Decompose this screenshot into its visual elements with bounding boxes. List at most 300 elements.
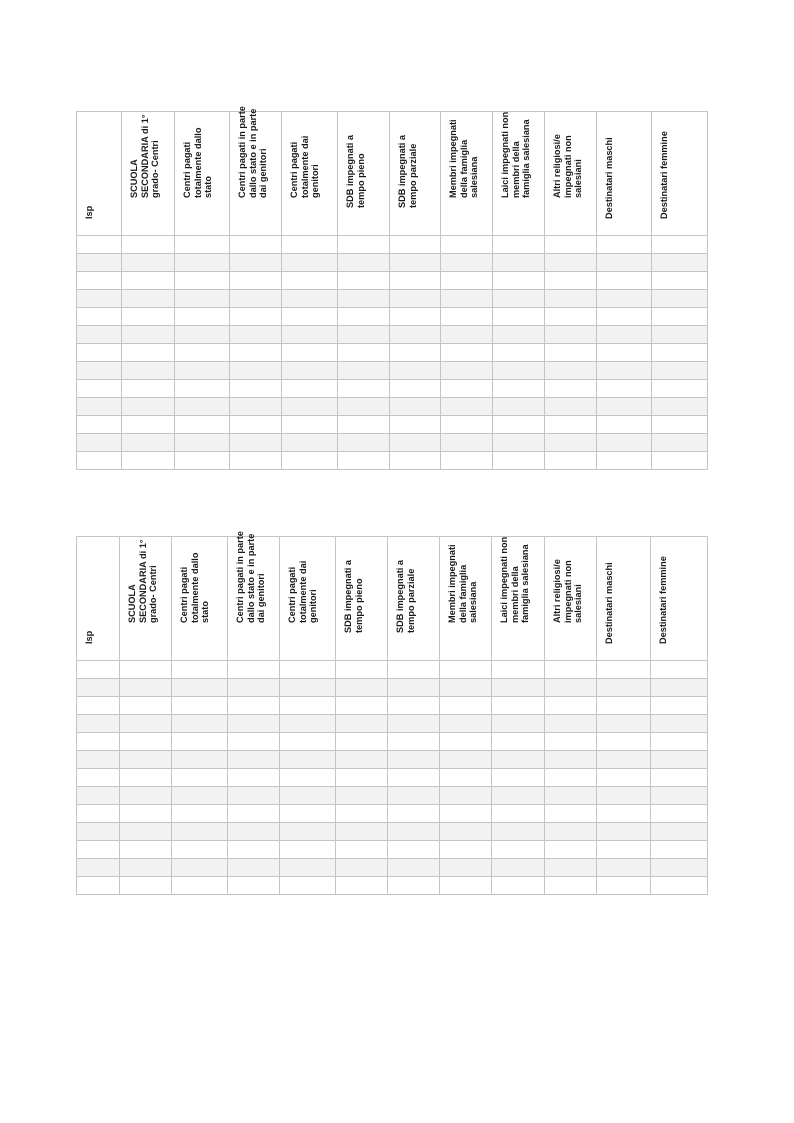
- table-cell: [390, 308, 441, 326]
- table-cell: [545, 380, 597, 398]
- table-cell: [441, 362, 493, 380]
- table-cell: [282, 362, 338, 380]
- table-cell: [228, 751, 280, 769]
- table-cell: [77, 308, 122, 326]
- table-cell: [230, 236, 282, 254]
- header-isp: Isp: [77, 537, 120, 661]
- table-cell: [228, 733, 280, 751]
- table-cell: [120, 841, 172, 859]
- table-cell: [651, 877, 708, 895]
- table-cell: [545, 679, 597, 697]
- table-cell: [336, 697, 388, 715]
- table-cell: [228, 715, 280, 733]
- table-cell: [493, 326, 545, 344]
- table-cell: [440, 733, 492, 751]
- table-cell: [545, 715, 597, 733]
- table-cell: [493, 254, 545, 272]
- table-row: [77, 380, 708, 398]
- table-cell: [545, 877, 597, 895]
- table-cell: [651, 787, 708, 805]
- table-cell: [390, 416, 441, 434]
- table-cell: [545, 254, 597, 272]
- table-cell: [545, 416, 597, 434]
- table-cell: [122, 308, 175, 326]
- table-cell: [492, 841, 545, 859]
- table-cell: [338, 326, 390, 344]
- table-cell: [545, 236, 597, 254]
- table-cell: [282, 326, 338, 344]
- table-cell: [597, 398, 652, 416]
- header-membri-famiglia: Membri impegnati della famiglia salesiana: [440, 537, 492, 661]
- table-cell: [492, 859, 545, 877]
- table-cell: [175, 326, 230, 344]
- table-cell: [282, 236, 338, 254]
- table-cell: [597, 434, 652, 452]
- header-laici: Laici impegnati non membri della famiglia salesiana: [492, 537, 545, 661]
- table-row: [77, 398, 708, 416]
- table-row: [77, 697, 708, 715]
- table-cell: [651, 697, 708, 715]
- table-cell: [441, 416, 493, 434]
- table-cell: [652, 380, 708, 398]
- table-cell: [338, 254, 390, 272]
- table-cell: [282, 398, 338, 416]
- table-cell: [390, 344, 441, 362]
- table-cell: [280, 787, 336, 805]
- table-row: [77, 841, 708, 859]
- table-cell: [440, 751, 492, 769]
- header-destinatari-maschi: Destinatari maschi: [597, 537, 651, 661]
- table-cell: [597, 380, 652, 398]
- table-cell: [388, 823, 440, 841]
- table-cell: [597, 733, 651, 751]
- table-cell: [336, 877, 388, 895]
- table-cell: [230, 254, 282, 272]
- table-cell: [338, 308, 390, 326]
- table-cell: [390, 236, 441, 254]
- table-cell: [77, 362, 122, 380]
- table-cell: [493, 344, 545, 362]
- table-cell: [441, 236, 493, 254]
- table-cell: [228, 769, 280, 787]
- table-cell: [77, 769, 120, 787]
- table-cell: [441, 398, 493, 416]
- table-cell: [652, 308, 708, 326]
- statistics-table-2: [76, 530, 708, 895]
- table-cell: [545, 272, 597, 290]
- header-scuola-secondaria: SCUOLA SECONDARIA di 1° grado- Centri: [122, 112, 175, 236]
- table-cell: [493, 272, 545, 290]
- table-cell: [120, 697, 172, 715]
- table-cell: [282, 254, 338, 272]
- table-cell: [440, 769, 492, 787]
- table-cell: [338, 434, 390, 452]
- table-cell: [651, 679, 708, 697]
- table-cell: [545, 661, 597, 679]
- table-cell: [230, 290, 282, 308]
- table-cell: [390, 452, 441, 470]
- table-row: [77, 877, 708, 895]
- table-cell: [388, 697, 440, 715]
- table-cell: [336, 787, 388, 805]
- table-cell: [338, 290, 390, 308]
- table-cell: [545, 344, 597, 362]
- table-cell: [120, 823, 172, 841]
- header-sdb-parziale: SDB impegnati a tempo parziale: [388, 537, 440, 661]
- table-cell: [172, 661, 228, 679]
- header-scuola-secondaria: SCUOLA SECONDARIA di 1° grado- Centri: [120, 537, 172, 661]
- table-cell: [545, 751, 597, 769]
- table-cell: [230, 308, 282, 326]
- table-cell: [122, 344, 175, 362]
- table-cell: [282, 344, 338, 362]
- table-cell: [651, 859, 708, 877]
- table-cell: [545, 362, 597, 380]
- table-cell: [440, 715, 492, 733]
- table-cell: [230, 452, 282, 470]
- table-cell: [545, 787, 597, 805]
- table-row: [77, 434, 708, 452]
- table-cell: [597, 308, 652, 326]
- table-cell: [338, 398, 390, 416]
- table-cell: [230, 380, 282, 398]
- table-row: [77, 416, 708, 434]
- table-cell: [652, 452, 708, 470]
- table-cell: [175, 434, 230, 452]
- table-row: [77, 290, 708, 308]
- header-centri-misti: Centri pagati in parte dallo stato e in parte dai genitori: [230, 112, 282, 236]
- header-destinatari-femmine: Destinatari femmine: [651, 537, 708, 661]
- table-cell: [597, 362, 652, 380]
- table-cell: [77, 344, 122, 362]
- table-row: [77, 715, 708, 733]
- table-cell: [651, 715, 708, 733]
- table-cell: [280, 877, 336, 895]
- table-cell: [282, 434, 338, 452]
- table-cell: [77, 236, 122, 254]
- table-cell: [120, 769, 172, 787]
- table-row: [77, 362, 708, 380]
- table-cell: [652, 398, 708, 416]
- table-cell: [597, 326, 652, 344]
- table-cell: [597, 841, 651, 859]
- table-cell: [388, 877, 440, 895]
- table-cell: [493, 434, 545, 452]
- header-isp: Isp: [77, 112, 122, 236]
- table-cell: [77, 805, 120, 823]
- table-cell: [77, 272, 122, 290]
- table-cell: [77, 254, 122, 272]
- table-cell: [597, 751, 651, 769]
- table-cell: [122, 452, 175, 470]
- table-cell: [651, 805, 708, 823]
- table-cell: [228, 859, 280, 877]
- table-cell: [77, 877, 120, 895]
- table-cell: [597, 661, 651, 679]
- table-cell: [390, 272, 441, 290]
- table-cell: [493, 380, 545, 398]
- table-cell: [172, 769, 228, 787]
- header-altri-religiosi: Altri religiosi/e impegnati non salesiani: [545, 537, 597, 661]
- table-cell: [597, 344, 652, 362]
- table-cell: [338, 272, 390, 290]
- table-cell: [175, 416, 230, 434]
- table-cell: [338, 236, 390, 254]
- table-cell: [230, 362, 282, 380]
- table-cell: [441, 452, 493, 470]
- table-cell: [545, 434, 597, 452]
- table-cell: [122, 290, 175, 308]
- table-cell: [175, 254, 230, 272]
- table-cell: [441, 308, 493, 326]
- table-cell: [597, 697, 651, 715]
- header-sdb-pieno: SDB impegnati a tempo pieno: [338, 112, 390, 236]
- table-cell: [652, 254, 708, 272]
- table-cell: [77, 787, 120, 805]
- table-cell: [77, 326, 122, 344]
- table-cell: [440, 823, 492, 841]
- table-row: [77, 823, 708, 841]
- table-cell: [441, 380, 493, 398]
- header-centri-stato: Centri pagati totalmente dallo stato: [172, 537, 228, 661]
- table-cell: [441, 434, 493, 452]
- table-cell: [280, 661, 336, 679]
- table-cell: [77, 751, 120, 769]
- table-cell: [77, 398, 122, 416]
- table-cell: [545, 398, 597, 416]
- table-cell: [122, 236, 175, 254]
- table-cell: [280, 805, 336, 823]
- table-cell: [175, 236, 230, 254]
- table-cell: [230, 272, 282, 290]
- table-cell: [175, 290, 230, 308]
- table-cell: [390, 326, 441, 344]
- table-cell: [545, 859, 597, 877]
- header-centri-misti: Centri pagati in parte dallo stato e in parte dai genitori: [228, 537, 280, 661]
- table-cell: [338, 452, 390, 470]
- table-cell: [440, 859, 492, 877]
- statistics-table-1: [76, 105, 708, 470]
- table-row: [77, 679, 708, 697]
- table-cell: [492, 697, 545, 715]
- table-cell: [172, 805, 228, 823]
- table-cell: [492, 769, 545, 787]
- table-cell: [545, 805, 597, 823]
- table-cell: [440, 679, 492, 697]
- table-cell: [122, 272, 175, 290]
- table-cell: [652, 290, 708, 308]
- table-cell: [282, 290, 338, 308]
- table-cell: [336, 823, 388, 841]
- table-cell: [120, 679, 172, 697]
- table-cell: [597, 805, 651, 823]
- table-row: [77, 254, 708, 272]
- table-cell: [390, 398, 441, 416]
- table-cell: [228, 877, 280, 895]
- table-cell: [228, 823, 280, 841]
- table-row: [77, 452, 708, 470]
- table-cell: [122, 434, 175, 452]
- table-cell: [545, 697, 597, 715]
- table-cell: [597, 290, 652, 308]
- table-cell: [441, 326, 493, 344]
- table-cell: [338, 380, 390, 398]
- table-cell: [492, 733, 545, 751]
- table-cell: [172, 679, 228, 697]
- header-laici: Laici impegnati non membri della famiglia salesiana: [493, 112, 545, 236]
- table-cell: [172, 823, 228, 841]
- table-cell: [338, 416, 390, 434]
- table-row: [77, 344, 708, 362]
- table-cell: [282, 416, 338, 434]
- table-cell: [492, 823, 545, 841]
- table-cell: [493, 308, 545, 326]
- table-cell: [440, 877, 492, 895]
- table-cell: [597, 416, 652, 434]
- table-cell: [280, 751, 336, 769]
- table-cell: [120, 751, 172, 769]
- table-cell: [440, 841, 492, 859]
- table-cell: [493, 362, 545, 380]
- table-cell: [120, 787, 172, 805]
- table-cell: [652, 326, 708, 344]
- table-cell: [336, 733, 388, 751]
- table-cell: [493, 398, 545, 416]
- table-cell: [493, 416, 545, 434]
- table-row: [77, 661, 708, 679]
- table-cell: [122, 398, 175, 416]
- table-cell: [336, 859, 388, 877]
- table-row: [77, 308, 708, 326]
- table-cell: [492, 715, 545, 733]
- table-cell: [390, 434, 441, 452]
- table-cell: [175, 452, 230, 470]
- table-cell: [282, 272, 338, 290]
- table-cell: [652, 236, 708, 254]
- table-cell: [492, 661, 545, 679]
- table-cell: [597, 272, 652, 290]
- table-cell: [122, 362, 175, 380]
- table-cell: [651, 841, 708, 859]
- table-cell: [492, 877, 545, 895]
- table-cell: [597, 452, 652, 470]
- table-cell: [120, 715, 172, 733]
- table-cell: [230, 434, 282, 452]
- table-cell: [390, 380, 441, 398]
- table-cell: [122, 380, 175, 398]
- table-cell: [280, 697, 336, 715]
- table-cell: [336, 679, 388, 697]
- table-cell: [390, 362, 441, 380]
- table-cell: [545, 308, 597, 326]
- table-cell: [336, 751, 388, 769]
- header-centri-stato: Centri pagati totalmente dallo stato: [175, 112, 230, 236]
- table-cell: [440, 661, 492, 679]
- table-cell: [492, 679, 545, 697]
- table-cell: [440, 787, 492, 805]
- table-cell: [388, 805, 440, 823]
- table-cell: [597, 679, 651, 697]
- table-row: [77, 769, 708, 787]
- table-cell: [77, 679, 120, 697]
- table-cell: [77, 416, 122, 434]
- table-cell: [652, 362, 708, 380]
- table-cell: [545, 823, 597, 841]
- table-cell: [388, 841, 440, 859]
- table-cell: [280, 769, 336, 787]
- table-cell: [597, 823, 651, 841]
- table-cell: [545, 326, 597, 344]
- table-cell: [175, 272, 230, 290]
- table-cell: [228, 661, 280, 679]
- table-cell: [597, 715, 651, 733]
- table-cell: [336, 715, 388, 733]
- table-cell: [77, 434, 122, 452]
- table-cell: [597, 769, 651, 787]
- table-cell: [441, 254, 493, 272]
- table-cell: [336, 769, 388, 787]
- table-cell: [122, 254, 175, 272]
- table-cell: [597, 787, 651, 805]
- table-row: [77, 805, 708, 823]
- table-cell: [282, 308, 338, 326]
- table-cell: [120, 661, 172, 679]
- table-cell: [175, 398, 230, 416]
- table-row: [77, 859, 708, 877]
- table-cell: [175, 362, 230, 380]
- table-cell: [390, 290, 441, 308]
- table-cell: [77, 697, 120, 715]
- header-centri-genitori: Centri pagati totalmente dai genitori: [280, 537, 336, 661]
- table-cell: [172, 697, 228, 715]
- table-cell: [282, 452, 338, 470]
- table-cell: [652, 434, 708, 452]
- table-cell: [651, 733, 708, 751]
- table-cell: [120, 733, 172, 751]
- table-cell: [77, 733, 120, 751]
- table-cell: [280, 715, 336, 733]
- header-altri-religiosi: Altri religiosi/e impegnati non salesiani: [545, 112, 597, 236]
- table-cell: [77, 452, 122, 470]
- table-cell: [390, 254, 441, 272]
- table-cell: [280, 679, 336, 697]
- table-cell: [597, 254, 652, 272]
- table-cell: [388, 751, 440, 769]
- table-cell: [441, 290, 493, 308]
- table-cell: [492, 751, 545, 769]
- table-cell: [230, 416, 282, 434]
- table-cell: [230, 344, 282, 362]
- table-cell: [651, 661, 708, 679]
- table-cell: [388, 787, 440, 805]
- table-cell: [172, 733, 228, 751]
- table-row: [77, 751, 708, 769]
- table-cell: [493, 452, 545, 470]
- table-cell: [282, 380, 338, 398]
- table-cell: [338, 362, 390, 380]
- table-cell: [228, 805, 280, 823]
- table-cell: [545, 841, 597, 859]
- table-cell: [172, 715, 228, 733]
- table-cell: [77, 823, 120, 841]
- table-cell: [172, 877, 228, 895]
- table-cell: [493, 290, 545, 308]
- table-cell: [172, 859, 228, 877]
- table-cell: [493, 236, 545, 254]
- table-cell: [336, 841, 388, 859]
- table-cell: [651, 769, 708, 787]
- table-cell: [336, 805, 388, 823]
